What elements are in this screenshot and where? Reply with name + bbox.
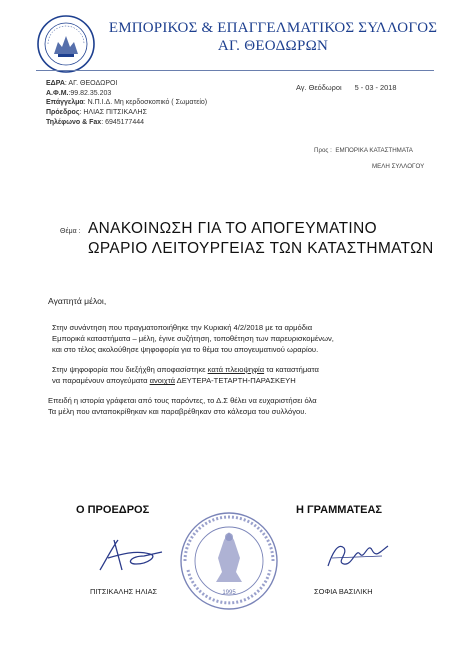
paragraph-meeting: Στην συνάντηση που πραγματοποιήθηκε την Κυριακή 4/2/2018 με τα αρμόδια Εμπορικά καταστήματα – μέλη, έγινε συζήτηση, τοποθέτηση των παρευρισκομένων, και στο τέλος ακολούθησε ψηφοφορία για το θέμα του απογευματινού ωραρίου.	[52, 323, 334, 355]
association-name: ΕΜΠΟΡΙΚΟΣ & ΕΠΑΓΓΕΛΜΑΤΙΚΟΣ ΣΥΛΛΟΓΟΣ	[108, 20, 438, 36]
subject-label: Θέμα :	[60, 228, 81, 235]
association-seal-icon	[36, 14, 96, 74]
info-row-afm: Α.Φ.Μ.:99.82.35.203	[46, 89, 112, 97]
association-info	[46, 79, 207, 128]
secretary-title: Η ΓΡΑΜΜΑΤΕΑΣ	[296, 504, 383, 516]
recipients: Προς : ΕΜΠΟΡΙΚΑ ΚΑΤΑΣΤΗΜΑΤΑ	[314, 147, 413, 154]
info-row-president: Πρόεδρος: ΗΛΙΑΣ ΠΙΤΣΙΚΑΛΗΣ	[46, 109, 147, 117]
header-divider	[36, 70, 434, 71]
subject-line1: ΑΝΑΚΟΙΝΩΣΗ ΓΙΑ ΤΟ ΑΠΟΓΕΥΜΑΤΙΝΟ	[88, 220, 377, 237]
greeting: Αγαπητά μέλοι,	[48, 296, 107, 306]
info-row-profession: Επάγγελμα: Ν.Π.Ι.Δ. Μη κερδοσκοπικό ( Σωματείο)	[46, 99, 208, 107]
stamp-year: 1995	[222, 590, 236, 596]
paragraph-vote: Στην ψηφοφορία που διεξήχθη αποφασίστηκε κατά πλειοψηφία τα καταστήματα να παραμένουν απογεύματα ανοιχτά ΔΕΥΤΕΡΑ-ΤΕΤΑΡΤΗ-ΠΑΡΑΣΚΕΥΗ	[52, 365, 319, 386]
president-name: ΠΙΤΣΙΚΑΛΗΣ ΗΛΙΑΣ	[90, 587, 158, 596]
subject-line2: ΩΡΑΡΙΟ ΛΕΙΤΟΥΡΓΕΙΑΣ ΤΩΝ ΚΑΤΑΣΤΗΜΑΤΩΝ	[88, 240, 434, 257]
document-date: Αγ. Θεόδωροι 5 - 03 - 2018	[296, 83, 397, 92]
info-row-seat: ΕΔΡΑ: ΑΓ. ΘΕΟΔΩΡΟΙ	[46, 80, 118, 87]
president-signature	[92, 530, 172, 580]
association-stamp-icon	[178, 510, 280, 612]
association-location: ΑΓ. ΘΕΟΔΩΡΩΝ	[217, 38, 329, 54]
president-title: Ο ΠΡΟΕΔΡΟΣ	[76, 504, 150, 516]
recipients-line2: ΜΕΛΗ ΣΥΛΛΟΓΟΥ	[372, 163, 425, 170]
secretary-name: ΣΟΦΙΑ ΒΑΣΙΛΙΚΗ	[314, 587, 373, 596]
info-row-phone: Τηλέφωνο & Fax: 6945177444	[46, 118, 145, 126]
secretary-signature	[322, 528, 392, 576]
paragraph-thanks: Επειδή η ιστορία γράφεται από τους παρόντες, το Δ.Σ θέλει να ευχαριστήσει όλα Τα μέλη που ανταποκρίθηκαν και παραβρέθηκαν στο κάλεσμα του συλλόγου.	[48, 396, 317, 417]
